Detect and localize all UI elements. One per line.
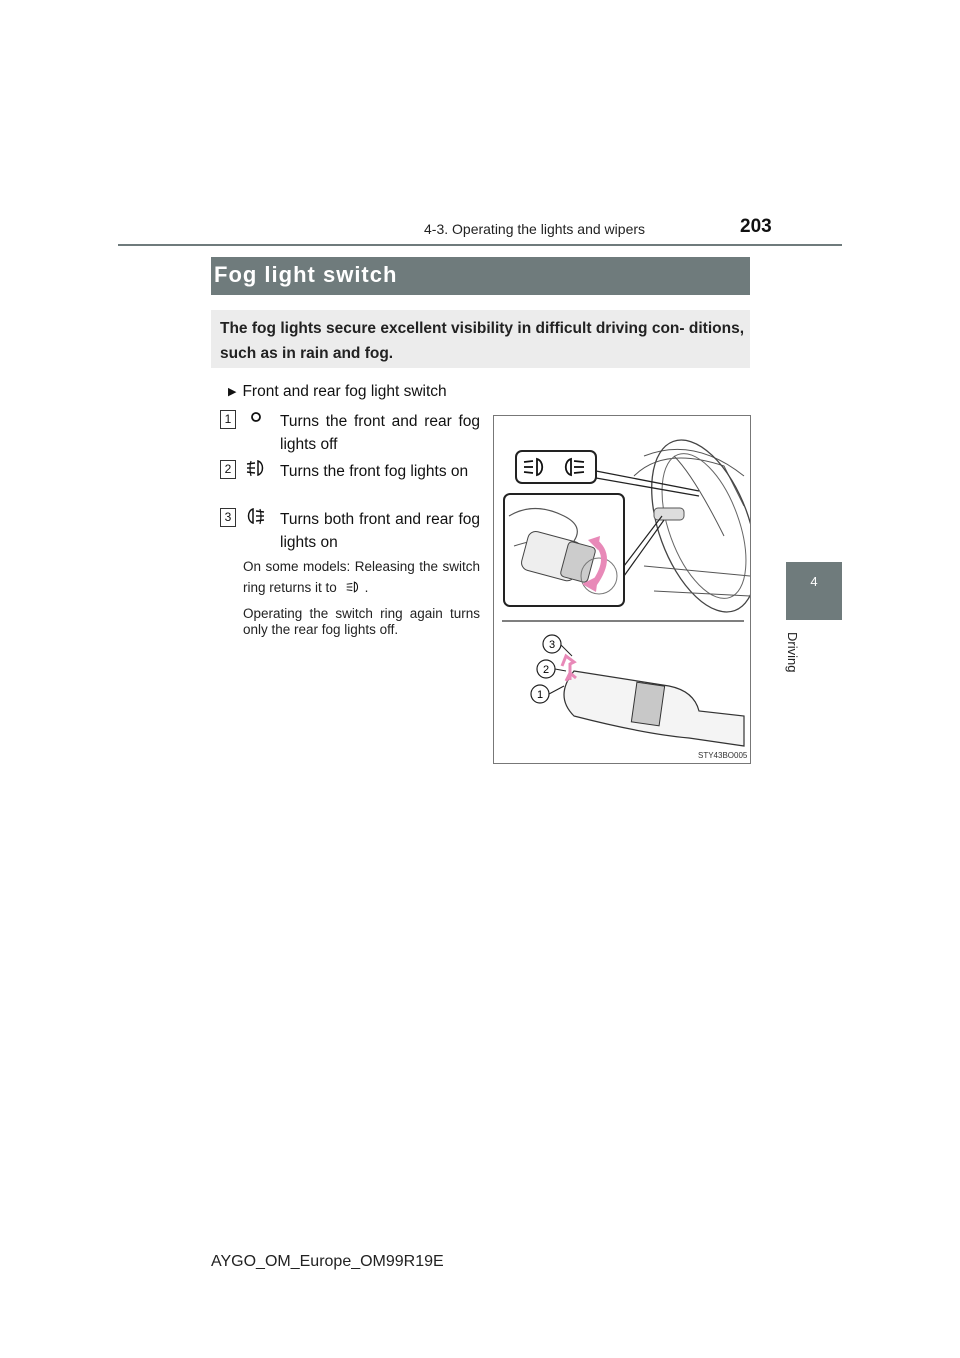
intro-text: The fog lights secure excellent visibility in difficult driving con- ditions, such as in rain and fog. <box>220 320 744 362</box>
item-text-1: Turns the front and rear fog lights off <box>280 413 480 453</box>
item-text-2: Turns the front fog lights on <box>280 463 469 480</box>
fog-switch-illustration <box>493 415 751 764</box>
item-number-3: 3 <box>220 508 236 527</box>
chapter-tab-label: Driving <box>785 632 800 673</box>
bullet-triangle-icon: ▶ <box>228 386 237 398</box>
item-text-3: Turns both front and rear fog lights on <box>280 511 480 551</box>
front-fog-light-icon <box>243 458 269 480</box>
bullet-text: Front and rear fog light switch <box>242 383 447 400</box>
callout-3: 3 <box>548 639 556 651</box>
front-fog-light-icon <box>343 580 363 594</box>
note-release-text: On some models: Releasing the switch ring returns it to <box>243 559 480 595</box>
note-release-end: . <box>364 580 369 595</box>
bullet-heading <box>228 383 447 401</box>
document-footer-id: AYGO_OM_Europe_OM99R19E <box>211 1253 444 1270</box>
illustration-drawing <box>494 416 750 763</box>
note-release-ring <box>243 556 480 598</box>
item-number-2: 2 <box>220 460 236 479</box>
off-circle-icon <box>243 408 269 430</box>
chapter-tab <box>786 562 842 620</box>
page-number: 203 <box>740 216 772 237</box>
header-section-title: 4-3. Operating the lights and wipers <box>424 221 646 237</box>
figure-code: STY43BO005 <box>698 751 748 760</box>
chapter-tab-number: 4 <box>810 574 818 589</box>
note-operating-again: Operating the switch ring again turns only the rear fog lights off. <box>243 606 480 637</box>
header-rule <box>118 244 842 246</box>
callout-2: 2 <box>542 664 550 676</box>
callout-1: 1 <box>536 689 544 701</box>
item-number-1: 1 <box>220 410 236 429</box>
rear-fog-light-icon <box>243 506 269 528</box>
section-title: Fog light switch <box>214 262 398 287</box>
